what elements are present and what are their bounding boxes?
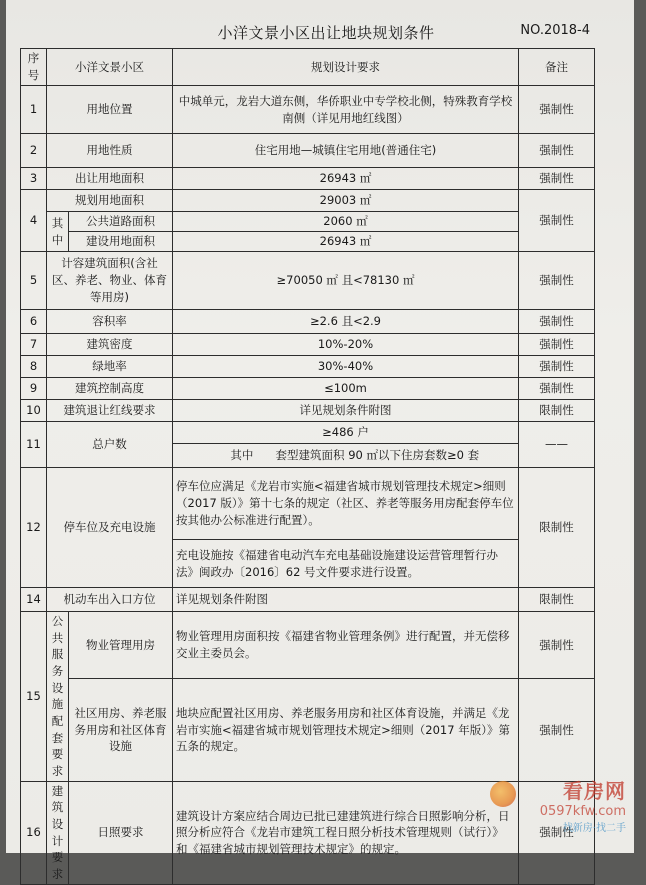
subrow-label: 其中 [47,212,69,252]
subrow-text: 套型建筑面积 90 ㎡以下住房套数≥0 套 [275,448,480,463]
watermark-main: 看房网 [563,779,626,803]
row-remark: 限制性 [519,588,595,612]
row-requirement: 物业管理用房面积按《福建省物业管理条例》进行配置，并无偿移交业主委员会。 [173,612,519,679]
row-number: 8 [21,356,47,378]
row-item: 机动车出入口方位 [47,588,173,612]
row-item: 计容建筑面积(含社区、养老、物业、体育等用房) [47,252,173,310]
header-seq: 序号 [21,49,47,86]
table-row [21,252,595,310]
table-row [21,422,595,444]
row-number: 14 [21,588,47,612]
row-number: 2 [21,134,47,168]
row-item: 用地位置 [47,86,173,134]
table-row [21,612,595,679]
row-item: 容积率 [47,310,173,334]
row-requirement: ≤100m [173,378,519,400]
row-remark: —— [519,422,595,468]
row-number: 5 [21,252,47,310]
row-requirement: 10%-20% [173,334,519,356]
subrow-requirement: 2060 ㎡ [173,212,519,232]
row-number: 1 [21,86,47,134]
row-group: 公共服务设施配套要求 [47,612,69,782]
table-header-row [21,49,595,86]
subrow-item: 公共道路面积 [69,212,173,232]
header-requirement: 规划设计要求 [173,49,519,86]
row-remark: 强制性 [519,334,595,356]
row-item: 建筑退让红线要求 [47,400,173,422]
row-requirement: ≥2.6 且<2.9 [173,310,519,334]
table-row [21,168,595,190]
table-row [21,190,595,212]
subrow-item: 建设用地面积 [69,232,173,252]
table-row [21,356,595,378]
row-requirement: 住宅用地—城镇住宅用地(普通住宅) [173,134,519,168]
row-remark: 强制性 [519,190,595,252]
row-item: 社区用房、养老服务用房和社区体育设施 [69,679,173,781]
row-remark: 强制性 [519,310,595,334]
row-remark: 强制性 [519,134,595,168]
watermark-url: 0597kfw.com [539,804,626,819]
row-remark: 强制性 [519,781,595,884]
row-requirement: 详见规划条件附图 [173,588,519,612]
document-page [6,0,634,882]
watermark-sub: 找新房·找二手 [562,823,626,834]
row-remark: 强制性 [519,168,595,190]
row-number: 15 [21,612,47,782]
row-item: 用地性质 [47,134,173,168]
row-requirement: 29003 ㎡ [173,190,519,212]
row-item: 建筑控制高度 [47,378,173,400]
row-number: 12 [21,468,47,588]
table-subrow [21,232,595,252]
table-row [21,86,595,134]
header-name: 小洋文景小区 [47,49,173,86]
row-item: 日照要求 [69,781,173,884]
row-remark: 限制性 [519,400,595,422]
row-remark: 强制性 [519,679,595,781]
row-requirement: 中城单元，龙岩大道东侧，华侨职业中专学校北侧，特殊教育学校南侧（详见用地红线图） [173,86,519,134]
row-number: 11 [21,422,47,468]
row-item: 物业管理用房 [69,612,173,679]
table-subrow [21,212,595,232]
row-item: 停车位及充电设施 [47,468,173,588]
table-row [21,334,595,356]
row-requirement: 30%-40% [173,356,519,378]
document-number: NO.2018-4 [520,23,590,38]
row-remark: 强制性 [519,252,595,310]
row-group: 建筑设计要求 [47,781,69,884]
row-remark: 限制性 [519,468,595,588]
row-item: 总户数 [47,422,173,468]
planning-conditions-table [20,48,595,885]
row-requirement-charging: 充电设施按《福建省电动汽车充电基础设施建设运营管理暂行办法》闽政办〔2016〕62 号文件要求进行设置。 [173,540,519,588]
row-number: 6 [21,310,47,334]
row-number: 10 [21,400,47,422]
row-item: 出让用地面积 [47,168,173,190]
row-number: 3 [21,168,47,190]
row-number: 7 [21,334,47,356]
row-remark: 强制性 [519,612,595,679]
row-remark: 强制性 [519,86,595,134]
header-remark: 备注 [519,49,595,86]
row-requirement: 地块应配置社区用房、养老服务用房和社区体育设施，并满足《龙岩市实施<福建省城市规划管理技术规定>细则（2017 年版）》第五条的规定。 [173,679,519,781]
row-remark: 强制性 [519,378,595,400]
row-requirement-parking: 停车位应满足《龙岩市实施<福建省城市规划管理技术规定>细则（2017 版）》第十七条的规定（社区、养老等服务用房配套停车位按其他办公标准进行配置）。 [173,468,519,540]
row-number: 9 [21,378,47,400]
row-item: 规划用地面积 [47,190,173,212]
table-row [21,134,595,168]
table-subrow [21,679,595,781]
document-title: 小洋文景小区出让地块规划条件 [217,24,435,42]
table-row [21,400,595,422]
row-number: 16 [21,781,47,884]
table-row [21,468,595,540]
row-item: 绿地率 [47,356,173,378]
row-requirement: 详见规划条件附图 [173,400,519,422]
row-requirement: ≥70050 ㎡ 且<78130 ㎡ [173,252,519,310]
subrow-label: 其中 [230,448,254,463]
subrow-requirement: 26943 ㎡ [173,232,519,252]
table-row [21,310,595,334]
subrow-requirement [173,444,519,468]
watermark [486,775,626,845]
row-requirement: ≥486 户 [173,422,519,444]
row-requirement: 建筑设计方案应结合周边已批已建建筑进行综合日照影响分析，日照分析应符合《龙岩市建筑工程日照分析技术管理规则（试行）》和《福建省城市规划管理技术规定》的规定。 [173,781,519,884]
row-number: 4 [21,190,47,252]
row-requirement: 26943 ㎡ [173,168,519,190]
table-row [21,588,595,612]
table-row [21,378,595,400]
row-remark: 强制性 [519,356,595,378]
row-item: 建筑密度 [47,334,173,356]
